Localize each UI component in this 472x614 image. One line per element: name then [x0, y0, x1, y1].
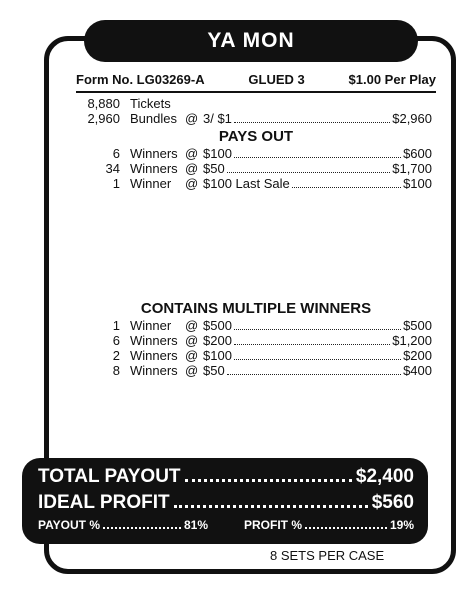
winners-amount: $1,700	[392, 161, 432, 176]
winners-label: Winner	[130, 318, 172, 333]
winners-prize: $100 Last Sale	[203, 176, 290, 191]
winners-at: @	[185, 146, 199, 161]
form-info-line	[76, 70, 436, 93]
winners-prize: $100	[203, 348, 232, 363]
bundles-at: @	[185, 111, 199, 126]
winners-prize: $200	[203, 333, 232, 348]
tickets-row	[82, 96, 432, 112]
payout-percent	[38, 518, 208, 532]
winners-prize: $50	[203, 161, 225, 176]
price-per-play: $1.00 Per Play	[348, 71, 436, 87]
leader-dots	[234, 359, 401, 360]
ideal-profit-line	[38, 490, 414, 516]
ideal-profit-value: $560	[371, 492, 414, 513]
winners-label: Winners	[130, 348, 178, 363]
payout-percent-value: 81%	[183, 518, 208, 532]
leader-dots	[292, 187, 401, 188]
winners-amount: $100	[403, 176, 432, 191]
leader-dots	[234, 122, 390, 123]
total-payout-label: TOTAL PAYOUT	[38, 466, 181, 487]
glued-info: GLUED 3	[248, 71, 305, 87]
leader-dots	[185, 479, 352, 482]
leader-dots	[234, 344, 390, 345]
winners-count: 1	[112, 176, 120, 191]
winners-prize: $500	[203, 318, 232, 333]
game-title-text: YA MON	[207, 29, 295, 52]
total-payout-value: $2,400	[355, 466, 414, 487]
winners-count: 2	[112, 348, 120, 363]
leader-dots	[227, 172, 391, 173]
winners-label: Winners	[130, 333, 178, 348]
winners-amount: $200	[403, 348, 432, 363]
bundles-count: 2,960	[87, 111, 120, 126]
leader-dots	[234, 329, 401, 330]
winners-label: Winner	[130, 176, 172, 191]
multiple-row	[82, 318, 432, 334]
winners-amount: $600	[403, 146, 432, 161]
pays-out-row	[82, 161, 432, 177]
winners-prize: $50	[203, 363, 225, 378]
leader-dots	[305, 527, 387, 529]
multiple-row	[82, 348, 432, 364]
profit-percent-value: 19%	[389, 518, 414, 532]
bundles-amount: $2,960	[392, 111, 432, 126]
winners-at: @	[185, 318, 199, 333]
percent-line	[38, 518, 414, 532]
winners-count: 8	[112, 363, 120, 378]
winners-prize: $100	[203, 146, 232, 161]
winners-at: @	[185, 348, 199, 363]
pays-out-row	[82, 146, 432, 162]
bundles-label: Bundles	[130, 111, 177, 126]
winners-label: Winners	[130, 363, 178, 378]
ideal-profit-label: IDEAL PROFIT	[38, 492, 170, 513]
winners-count: 34	[105, 161, 120, 176]
winners-count: 6	[112, 146, 120, 161]
winners-amount: $400	[403, 363, 432, 378]
leader-dots	[103, 527, 181, 529]
winners-amount: $500	[403, 318, 432, 333]
winners-label: Winners	[130, 146, 178, 161]
winners-label: Winners	[130, 161, 178, 176]
winners-at: @	[185, 363, 199, 378]
winners-at: @	[185, 161, 199, 176]
winners-count: 1	[112, 318, 120, 333]
profit-percent	[244, 518, 414, 532]
leader-dots	[227, 374, 401, 375]
multiple-winners-heading: CONTAINS MULTIPLE WINNERS	[140, 300, 372, 317]
pays-out-heading: PAYS OUT	[218, 128, 294, 145]
leader-dots	[174, 505, 368, 508]
game-title	[84, 20, 418, 62]
leader-dots	[234, 157, 401, 158]
pays-out-row	[82, 176, 432, 192]
winners-at: @	[185, 176, 199, 191]
form-number: Form No. LG03269-A	[76, 71, 205, 87]
multiple-row	[82, 333, 432, 349]
bundles-price: 3/ $1	[203, 111, 232, 126]
bundles-row	[82, 111, 432, 127]
winners-at: @	[185, 333, 199, 348]
payout-percent-label: PAYOUT %	[38, 518, 101, 532]
profit-percent-label: PROFIT %	[244, 518, 303, 532]
winners-count: 6	[112, 333, 120, 348]
tickets-count: 8,880	[87, 96, 120, 111]
totals-box	[22, 458, 428, 544]
multiple-row	[82, 363, 432, 379]
sets-per-case: 8 SETS PER CASE	[270, 548, 385, 563]
tickets-label: Tickets	[130, 96, 171, 111]
winners-amount: $1,200	[392, 333, 432, 348]
total-payout-line	[38, 464, 414, 490]
